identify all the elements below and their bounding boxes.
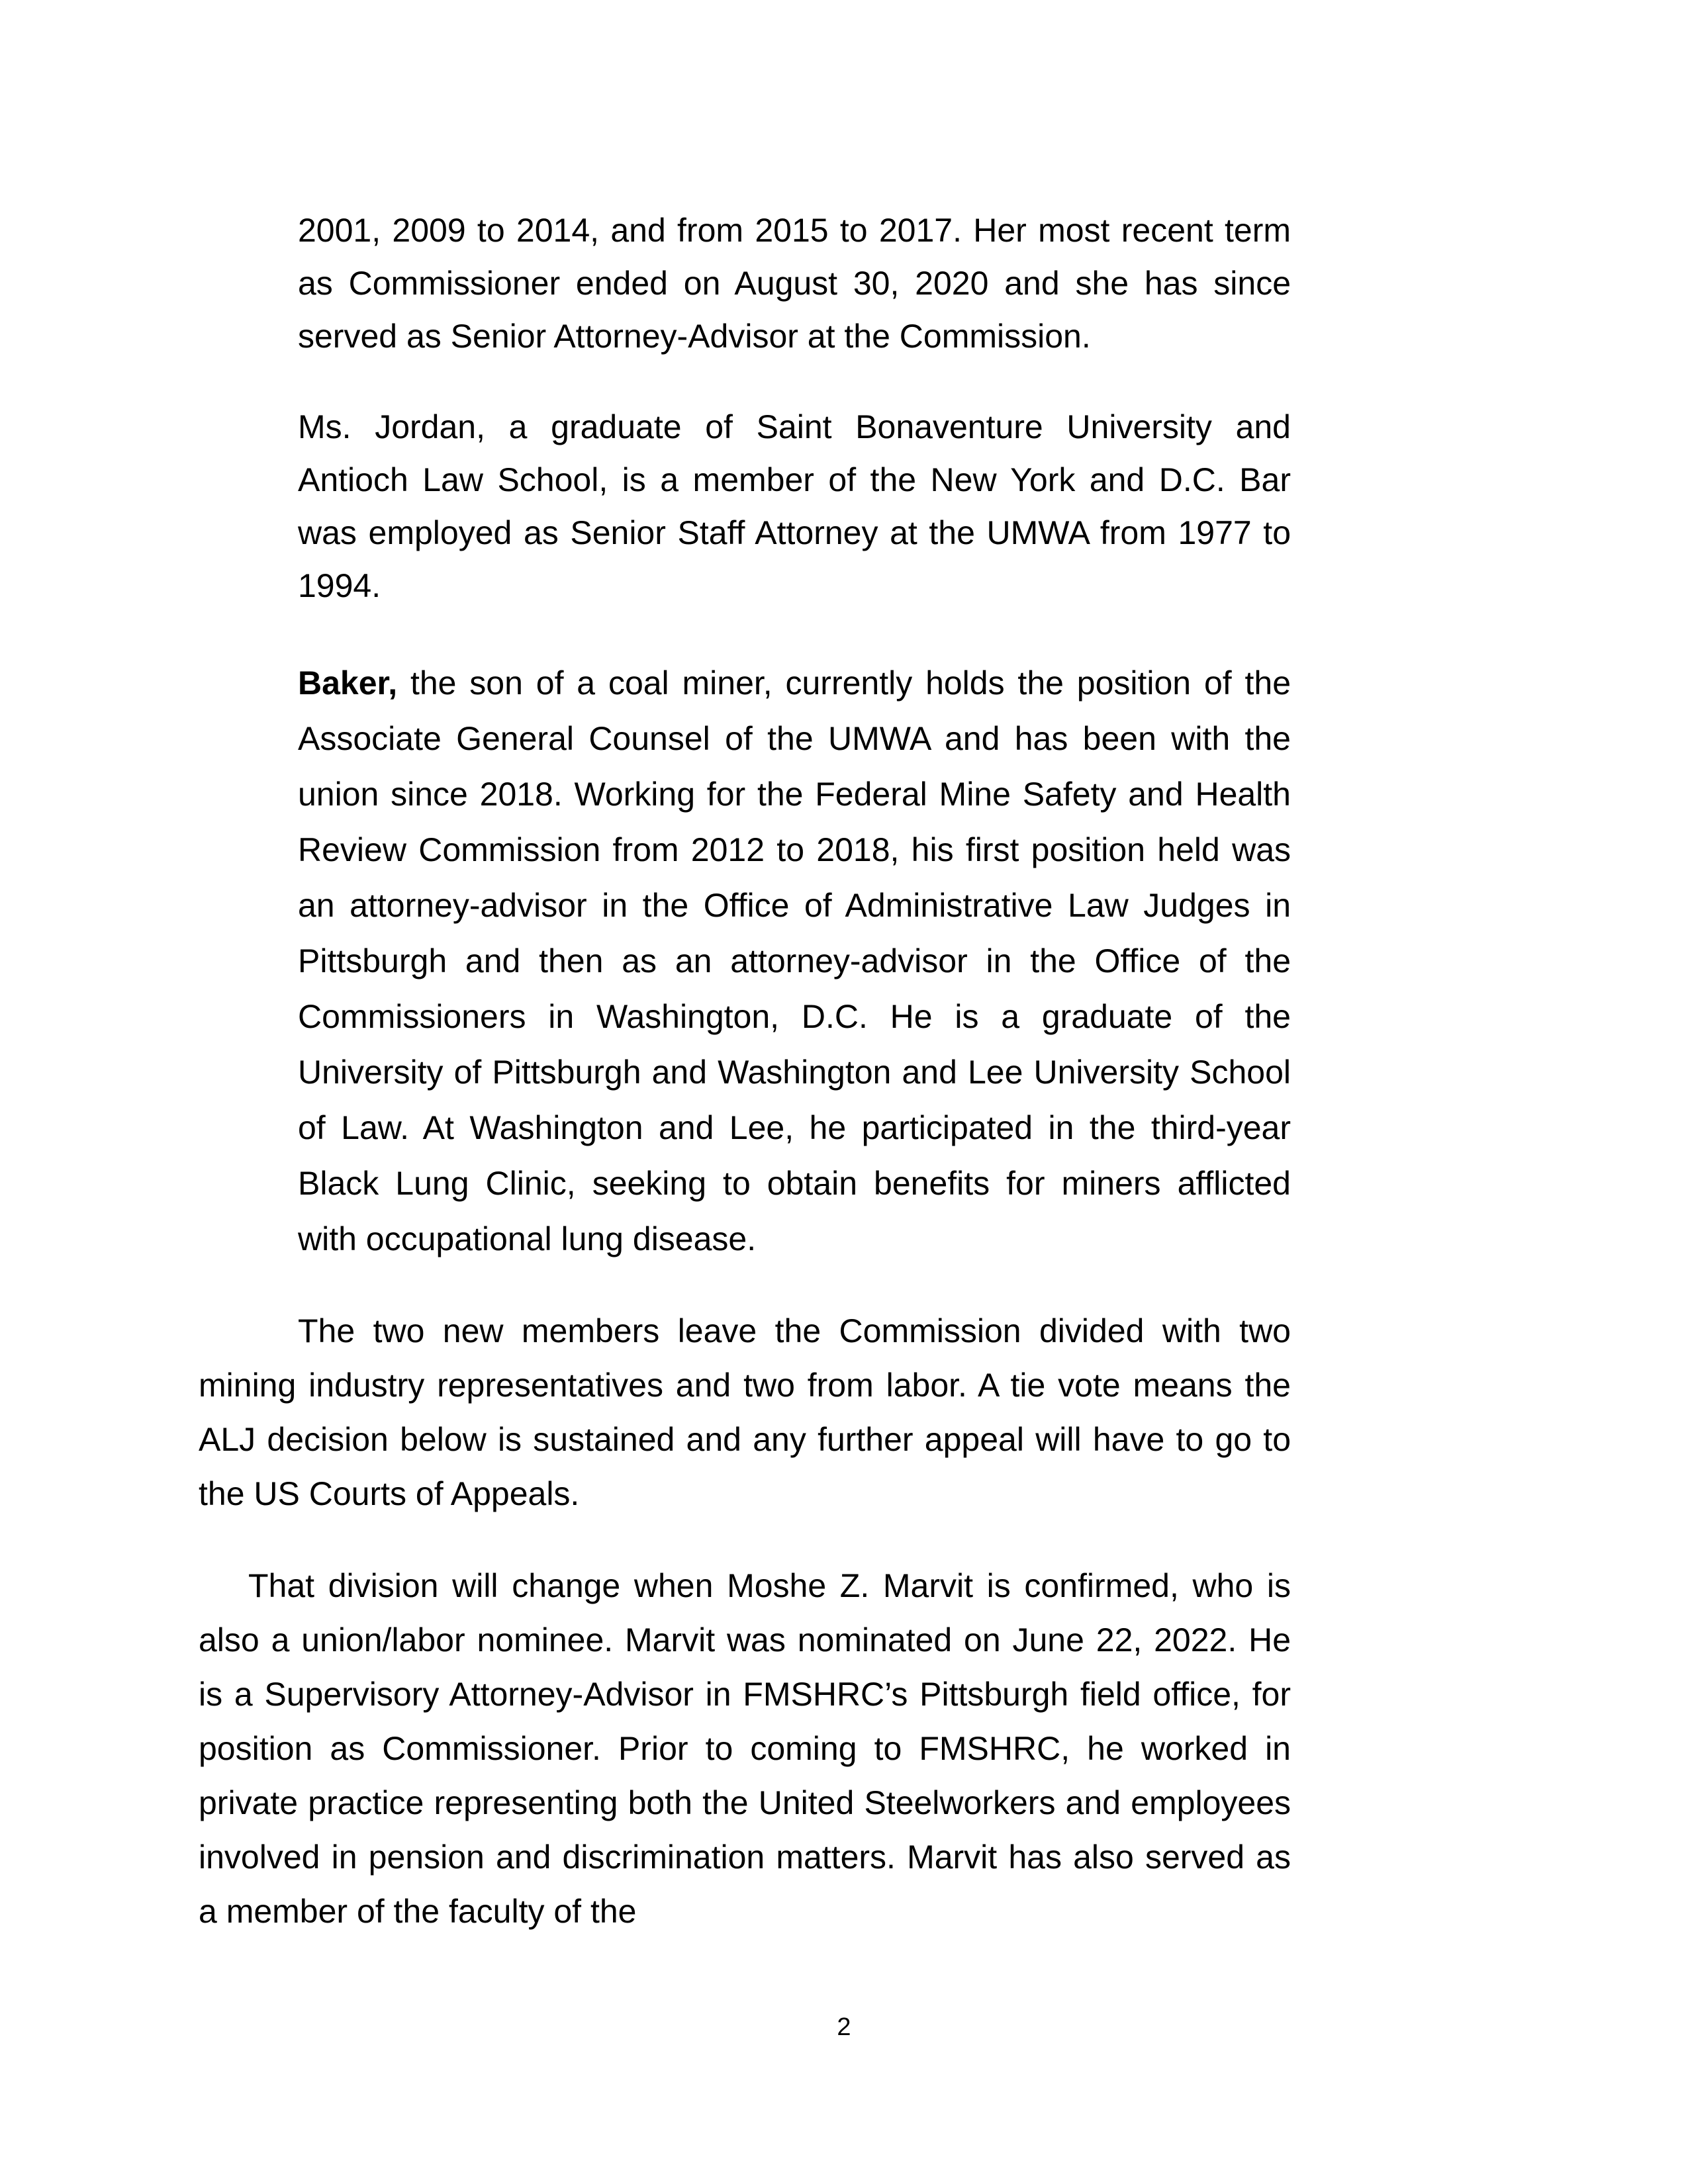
paragraph-jordan-education bbox=[298, 400, 1291, 612]
paragraph-jordan-term bbox=[298, 204, 1291, 363]
paragraph-marvit-nomination bbox=[199, 1559, 1291, 1938]
baker-name-bold: Baker, bbox=[298, 664, 398, 702]
paragraph-text: The two new members leave the Commission divided with two mining industry representatives and two from labor. A tie vote means the ALJ decision below is sustained and any further appeal will have to go to the US Courts of Appeals. bbox=[199, 1312, 1291, 1512]
paragraph-text: 2001, 2009 to 2014, and from 2015 to 2017. Her most recent term as Commissioner ended on August 30, 2020 and she has since served as Senior Attorney-Advisor at the Commission. bbox=[298, 212, 1291, 355]
paragraph-text: Ms. Jordan, a graduate of Saint Bonaventure University and Antioch Law School, is a member of the New York and D.C. Bar was employed as Senior Staff Attorney at the UMWA from 1977 to 1994. bbox=[298, 408, 1291, 604]
paragraph-baker-bio bbox=[298, 655, 1291, 1267]
paragraph-text: the son of a coal miner, currently holds the position of the Associate General Counsel of the UMWA and has been with the union since 2018. Working for the Federal Mine Safety and Health Review Commission from 2012 to 2018, his first position held was an attorney-advisor in the Office of Administrative Law Judges in Pittsburgh and then as an attorney-advisor in the Office of the Commissioners in Washington, D.C. He is a graduate of the University of Pittsburgh and Washington and Lee University School of Law. At Washington and Lee, he participated in the third-year Black Lung Clinic, seeking to obtain benefits for miners afflicted with occupational lung disease. bbox=[298, 664, 1291, 1257]
page-number: 2 bbox=[837, 2013, 851, 2041]
paragraph-text: That division will change when Moshe Z. Marvit is confirmed, who is also a union/labor nominee. Marvit was nominated on June 22, 2022. He is a Supervisory Attorney-Advisor in FMSHRC’s Pittsburgh field office, for position as Commissioner. Prior to coming to FMSHRC, he worked in private practice representing both the United Steelworkers and employees involved in pension and discrimination matters. Marvit has also served as a member of the faculty of the bbox=[199, 1567, 1291, 1930]
paragraph-commission-division bbox=[199, 1304, 1291, 1521]
